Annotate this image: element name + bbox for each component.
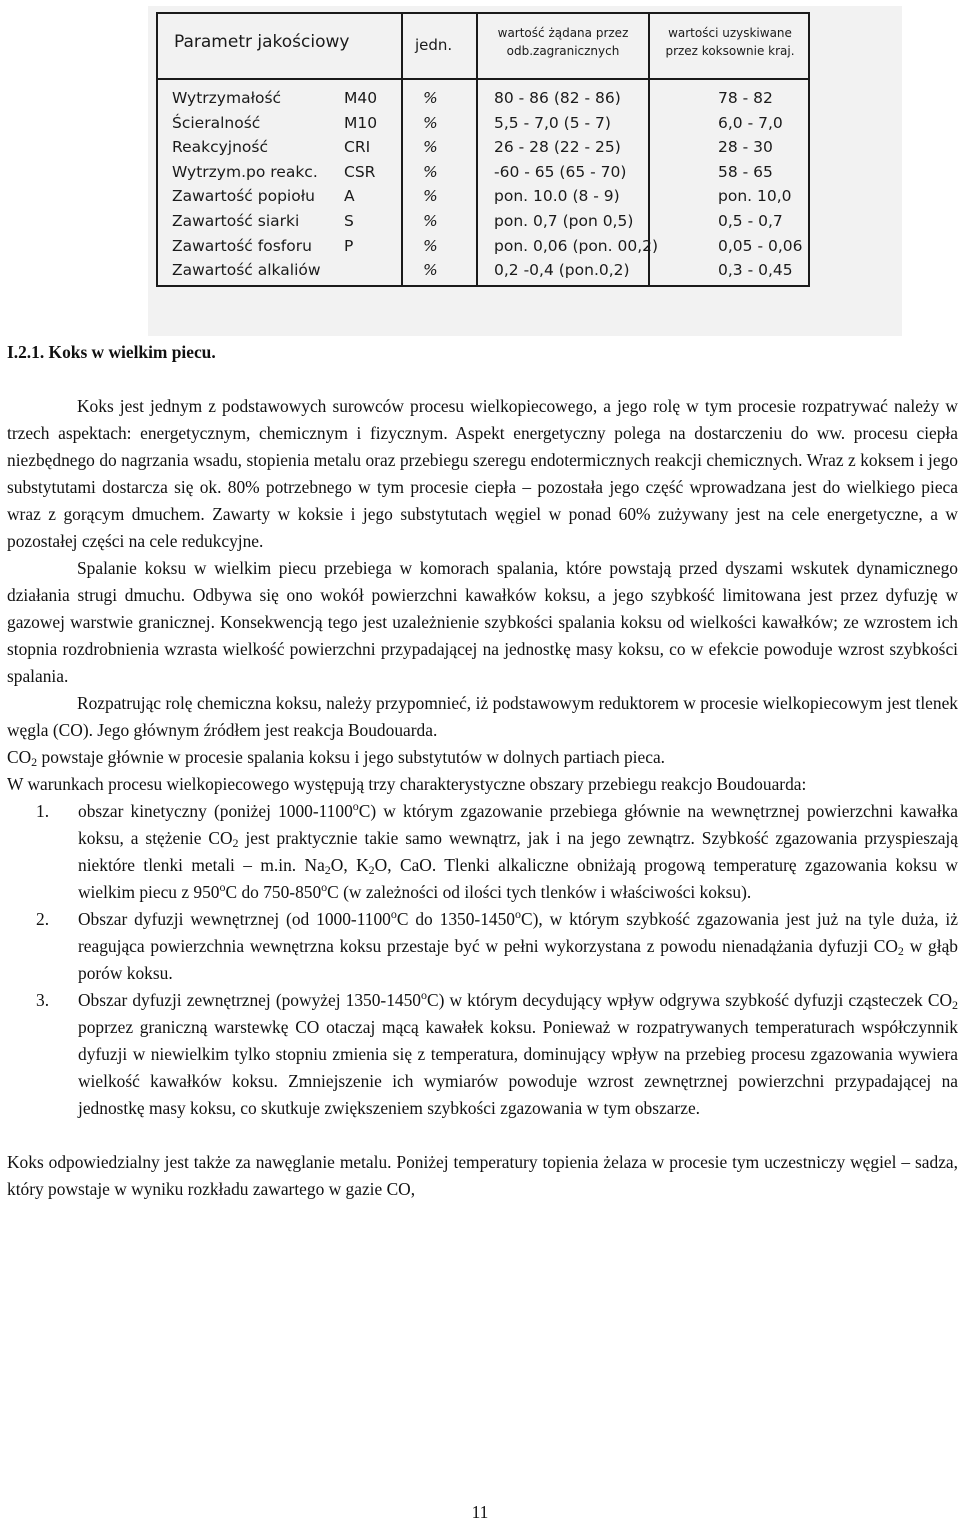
table-row (158, 137, 812, 162)
row-required: 26 - 28 (22 - 25) (494, 138, 621, 157)
list-text: C) w którym zgazowanie przebiega głównie na wewnętrznej powierzchni kawałka koksu, a stężenie CO (78, 801, 958, 848)
table-row (158, 113, 812, 138)
row-domestic: 6,0 - 7,0 (718, 113, 783, 132)
list-number: 3. (36, 990, 50, 1010)
row-required: 80 - 86 (82 - 86) (494, 89, 621, 107)
paragraph-boudouard-intro: W warunkach procesu wielkopiecowego występują trzy charakterystyczne obszary przebiegu reakcjo Boudouarda: (7, 774, 807, 794)
list-text: w głąb porów koksu. (78, 936, 958, 983)
superscript: o (390, 907, 397, 921)
row-name: Ścieralność (172, 113, 261, 132)
header-required (486, 24, 640, 60)
section-heading: I.2.1. Koks w wielkim piecu. (7, 342, 216, 362)
superscript: o (321, 880, 328, 894)
subscript: 2 (952, 998, 959, 1012)
header-parameter: Parametr jakościowy (174, 32, 350, 52)
row-name: Wytrzymałość (172, 89, 282, 107)
list-number: 1. (36, 801, 50, 821)
row-domestic: 0,5 - 0,7 (718, 211, 783, 230)
list-text: C do 750-850 (225, 882, 322, 902)
row-symbol: CRI (344, 138, 371, 157)
row-domestic: 0,3 - 0,45 (718, 261, 793, 280)
table-row (158, 260, 812, 285)
row-unit: % (423, 187, 438, 206)
row-required: -60 - 65 (65 - 70) (494, 162, 627, 181)
row-name: Zawartość alkaliów (172, 261, 321, 280)
row-name: Zawartość siarki (172, 211, 300, 230)
list-text: C do 1350-1450 (396, 909, 515, 929)
subscript: 2 (368, 863, 375, 877)
list-text: C) w którym decydujący wpływ odgrywa szybkość dyfuzji cząsteczek CO (427, 990, 953, 1010)
row-name: Wytrzym.po reakc. (172, 162, 318, 181)
list-text: O, CaO. Tlenki alkaliczne obniżają progową temperaturę zgazowania koksu w wielkim piecu z 950 (78, 855, 958, 902)
list-text: O, K (330, 855, 369, 875)
list-item-internal-diffusion (7, 906, 958, 987)
row-domestic: 0,05 - 0,06 (718, 236, 803, 255)
row-domestic: pon. 10,0 (718, 187, 792, 206)
paragraph-energy-aspect: Koks jest jednym z podstawowych surowców procesu wielkopiecowego, a jego rolę w tym procesie rozpatrywać należy w trzech aspektach: energetycznym, chemicznym i fizycznym. Aspekt energetyczny polega na dostarczeniu do ww. procesu ciepła niezbędnego do nagrzania wsadu, stopienia metalu oraz przebiegu szeregu endotermicznych reakcji chemicznych. Wraz z koksem i jego substytutami dostarcza się ok. 80% potrzebnego w tym procesie ciepła – pozostała jego część wprowadzana jest do wielkiego pieca wraz z gorącym dmuchem. Zawarty w koksie i jego substytutach węgiel w ponad 60% zużywany jest na cele energetyczne, a w pozostałej części na cele redukcyjne. (7, 396, 958, 551)
row-required: pon. 0,7 (pon 0,5) (494, 211, 634, 230)
row-unit: % (423, 162, 438, 181)
row-required: pon. 10.0 (8 - 9) (494, 187, 620, 206)
row-unit: % (423, 138, 438, 157)
boudouard-areas-list (7, 798, 958, 1122)
row-unit: % (423, 261, 438, 280)
superscript: o (219, 880, 226, 894)
row-required: 5,5 - 7,0 (5 - 7) (494, 113, 611, 132)
table-row (158, 162, 812, 187)
table-header-divider (158, 78, 808, 80)
row-unit: % (423, 113, 438, 132)
header-domestic (654, 24, 806, 60)
row-symbol: CSR (344, 162, 376, 181)
row-required: pon. 0,06 (pon. 00,2) (494, 236, 659, 255)
table-body (158, 88, 812, 285)
subscript: 2 (31, 755, 38, 769)
paragraph-chemical-role: Rozpatrując rolę chemiczna koksu, należy przypomnieć, iż podstawowym reduktorem w procesie wielkopiecowym jest tlenek węgla (CO). Jego głównym źródłem jest reakcja Boudouarda. (7, 693, 958, 740)
row-symbol: M40 (344, 89, 378, 107)
row-required: 0,2 -0,4 (pon.0,2) (494, 261, 630, 280)
row-symbol: S (344, 211, 354, 230)
table-row (158, 88, 812, 113)
list-text: poprzez graniczną warstewkę CO otaczaj mącą kawałek koksu. Ponieważ w rozpatrywanych temperaturach współczynnik dyfuzji w niewielkim tylko stopniu zmienia się z temperatura, dominujący wpływ na przebieg procesu zgazowania wywiera wielkość kawałków koksu. Zmniejszenie ich wymiarów powoduje wzrost zewnętrznej powierzchni przypadającej na jednostkę masy koksu, co skutkuje zwiększeniem szybkości zgazowania w tym obszarze. (78, 1017, 958, 1118)
header-domestic-line2: przez koksownie kraj. (665, 44, 795, 58)
row-name: Zawartość popiołu (172, 187, 315, 206)
list-text: Obszar dyfuzji wewnętrznej (od 1000-1100 (78, 909, 391, 929)
row-domestic: 78 - 82 (718, 89, 773, 107)
list-text: C (w zależności od ilości tych tlenków i właściwości koksu). (327, 882, 752, 902)
list-text: obszar kinetyczny (poniżej 1000-1100 (78, 801, 353, 821)
row-domestic: 28 - 30 (718, 138, 773, 157)
table-row (158, 186, 812, 211)
document-body (7, 339, 958, 1203)
row-unit: % (423, 211, 438, 230)
paragraph-carburization: Koks odpowiedzialny jest także za nawęglanie metalu. Poniżej temperatury topienia żelaza w procesie tym uczestniczy węgiel – sadza, który powstaje w wyniku rozkładu zawartego w gazie CO, (7, 1152, 958, 1199)
header-required-line1: wartość żądana przez (497, 26, 629, 40)
list-number: 2. (36, 909, 50, 929)
page-number: 11 (471, 1502, 489, 1522)
paragraph-combustion: Spalanie koksu w wielkim piecu przebiega w komorach spalania, które powstają przed dyszami wskutek dynamicznego działania strugi dmuchu. Odbywa się ono wokół powierzchni kawałków koksu, a jego szybkość limitowana jest przez dyfuzję w gazowej warstwie granicznej. Konsekwencją tego jest uzależnienie szybkości spalania koksu od wielkości kawałków; ze wzrostem ich stopnia rozdrobnienia wzrasta wielkość powierzchni przypadającej na jednostkę masy koksu, co w efekcie powoduje wzrost szybkości spalania. (7, 558, 958, 686)
list-text: Obszar dyfuzji zewnętrznej (powyżej 1350-1450 (78, 990, 421, 1010)
list-item-kinetic (7, 798, 958, 906)
table-row (158, 211, 812, 236)
list-item-external-diffusion (7, 987, 958, 1122)
superscript: o (515, 907, 521, 921)
list-text: jest praktycznie takie samo wewnątrz, jak i na jego zewnątrz. Szybkość zgazowania przyspieszają niektóre tlenki metali – m.in. Na (78, 828, 958, 875)
quality-table-image (148, 6, 902, 336)
subscript: 2 (324, 863, 331, 877)
co2-formula: CO (7, 747, 32, 767)
subscript: 2 (897, 944, 904, 958)
header-unit: jedn. (415, 36, 453, 54)
paragraph-co2 (7, 744, 958, 771)
header-required-line2: odb.zagranicznych (506, 44, 620, 58)
header-domestic-line1: wartości uzyskiwane (668, 26, 792, 40)
superscript: o (421, 988, 427, 1002)
row-unit: % (423, 89, 438, 107)
co2-text: powstaje głównie w procesie spalania koksu i jego substytutów w dolnych partiach pieca. (37, 747, 666, 767)
subscript: 2 (232, 836, 239, 850)
row-unit: % (423, 236, 438, 255)
row-name: Reakcyjność (172, 138, 268, 157)
table-row (158, 236, 812, 261)
superscript: o (352, 799, 359, 813)
quality-table (156, 12, 810, 287)
row-symbol: M10 (344, 113, 378, 132)
row-domestic: 58 - 65 (718, 162, 773, 181)
row-symbol: P (344, 236, 354, 255)
row-name: Zawartość fosforu (172, 236, 312, 255)
list-text: C), w którym szybkość zgazowania jest już na tyle duża, iż reagująca powierzchnia wewnętrzna koksu przestaje być w pełni wykorzystana z powodu nienadążania dyfuzji CO (78, 909, 958, 956)
row-symbol: A (344, 187, 355, 206)
